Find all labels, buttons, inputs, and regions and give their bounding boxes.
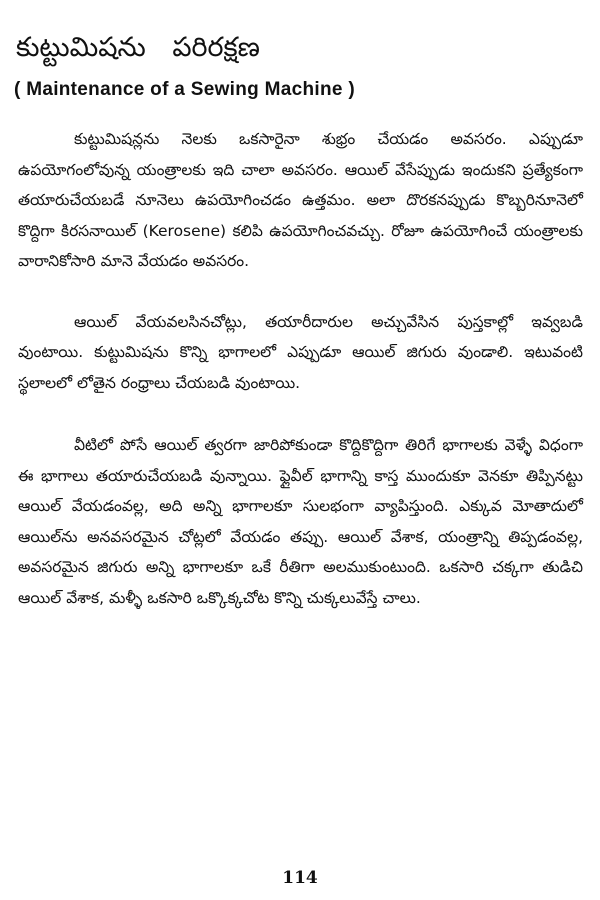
paragraph-cleaning: కుట్టుమిషన్లను నెలకు ఒకసారైనా శుభ్రం చేయడం అవసరం. ఎప్పుడూ ఉపయోగంలోవున్న యంత్రాలకు ఇది చాలా అవసరం. ఆయిల్ వేసేప్పుడు ఇందుకని ప్రత్యేకంగా తయారుచేయబడే నూనెలు ఉపయోగించడం ఉత్తమం. అలా దొరకనప్పుడు కొబ్బరినూనెలో కొద్దిగా కిరసనాయిల్ (Kerosene) కలిపి ఉపయోగించవచ్చు. రోజూ ఉపయోగించే యంత్రాలకు వారానికోసారి మానె వేయడం అవసరం.: [18, 130, 583, 270]
page-title: కుట్టుమిషను పరిరక్షణ: [16, 32, 260, 63]
paragraph-oiling-method: వీటిలో పోసే ఆయిల్ త్వరగా జారిపోకుండా కొద్దికొద్దిగా తిరిగే భాగాలకు వెళ్ళే విధంగా ఈ భాగాలు తయారుచేయబడి వున్నాయి. ఫ్లైవీల్ భాగాన్ని కాస్త ముందుకూ వెనకూ తిప్పినట్టు ఆయిల్ వేయడంవల్ల, అది అన్ని భాగాలకూ సులభంగా వ్యాపిస్తుంది. ఎక్కువ మోతాదులో ఆయిల్‌ను అనవసరమైన చోట్లలో వేయడం తప్పు. ఆయిల్ వేశాక, యంత్రాన్ని తిప్పడంవల్ల, అవసరమైన జిగురు అన్ని భాగాలకూ ఒకే రీతిగా అలముకుంటుంది. ఒకసారి చక్కగా తుడిచి ఆయిల్ వేశాక, మళ్ళీ ఒకసారి ఒక్కొక్కచోట కొన్ని చుక్కలువేస్తే చాలు.: [18, 436, 583, 607]
english-subtitle: ( Maintenance of a Sewing Machine ): [14, 79, 355, 100]
paragraph-oil-points: ఆయిల్ వేయవలసినచోట్లు, తయారీదారుల అచ్చువేసిన పుస్తకాల్లో ఇవ్వబడి వుంటాయి. కుట్టుమిషను కొన్ని భాగాలలో ఎప్పుడూ ఆయిల్ జిగురు వుండాలి. ఇటువంటి స్థలాలలో లోతైన రంధ్రాలు చేయబడి వుంటాయి.: [18, 312, 583, 392]
page-number: 114: [282, 868, 318, 888]
